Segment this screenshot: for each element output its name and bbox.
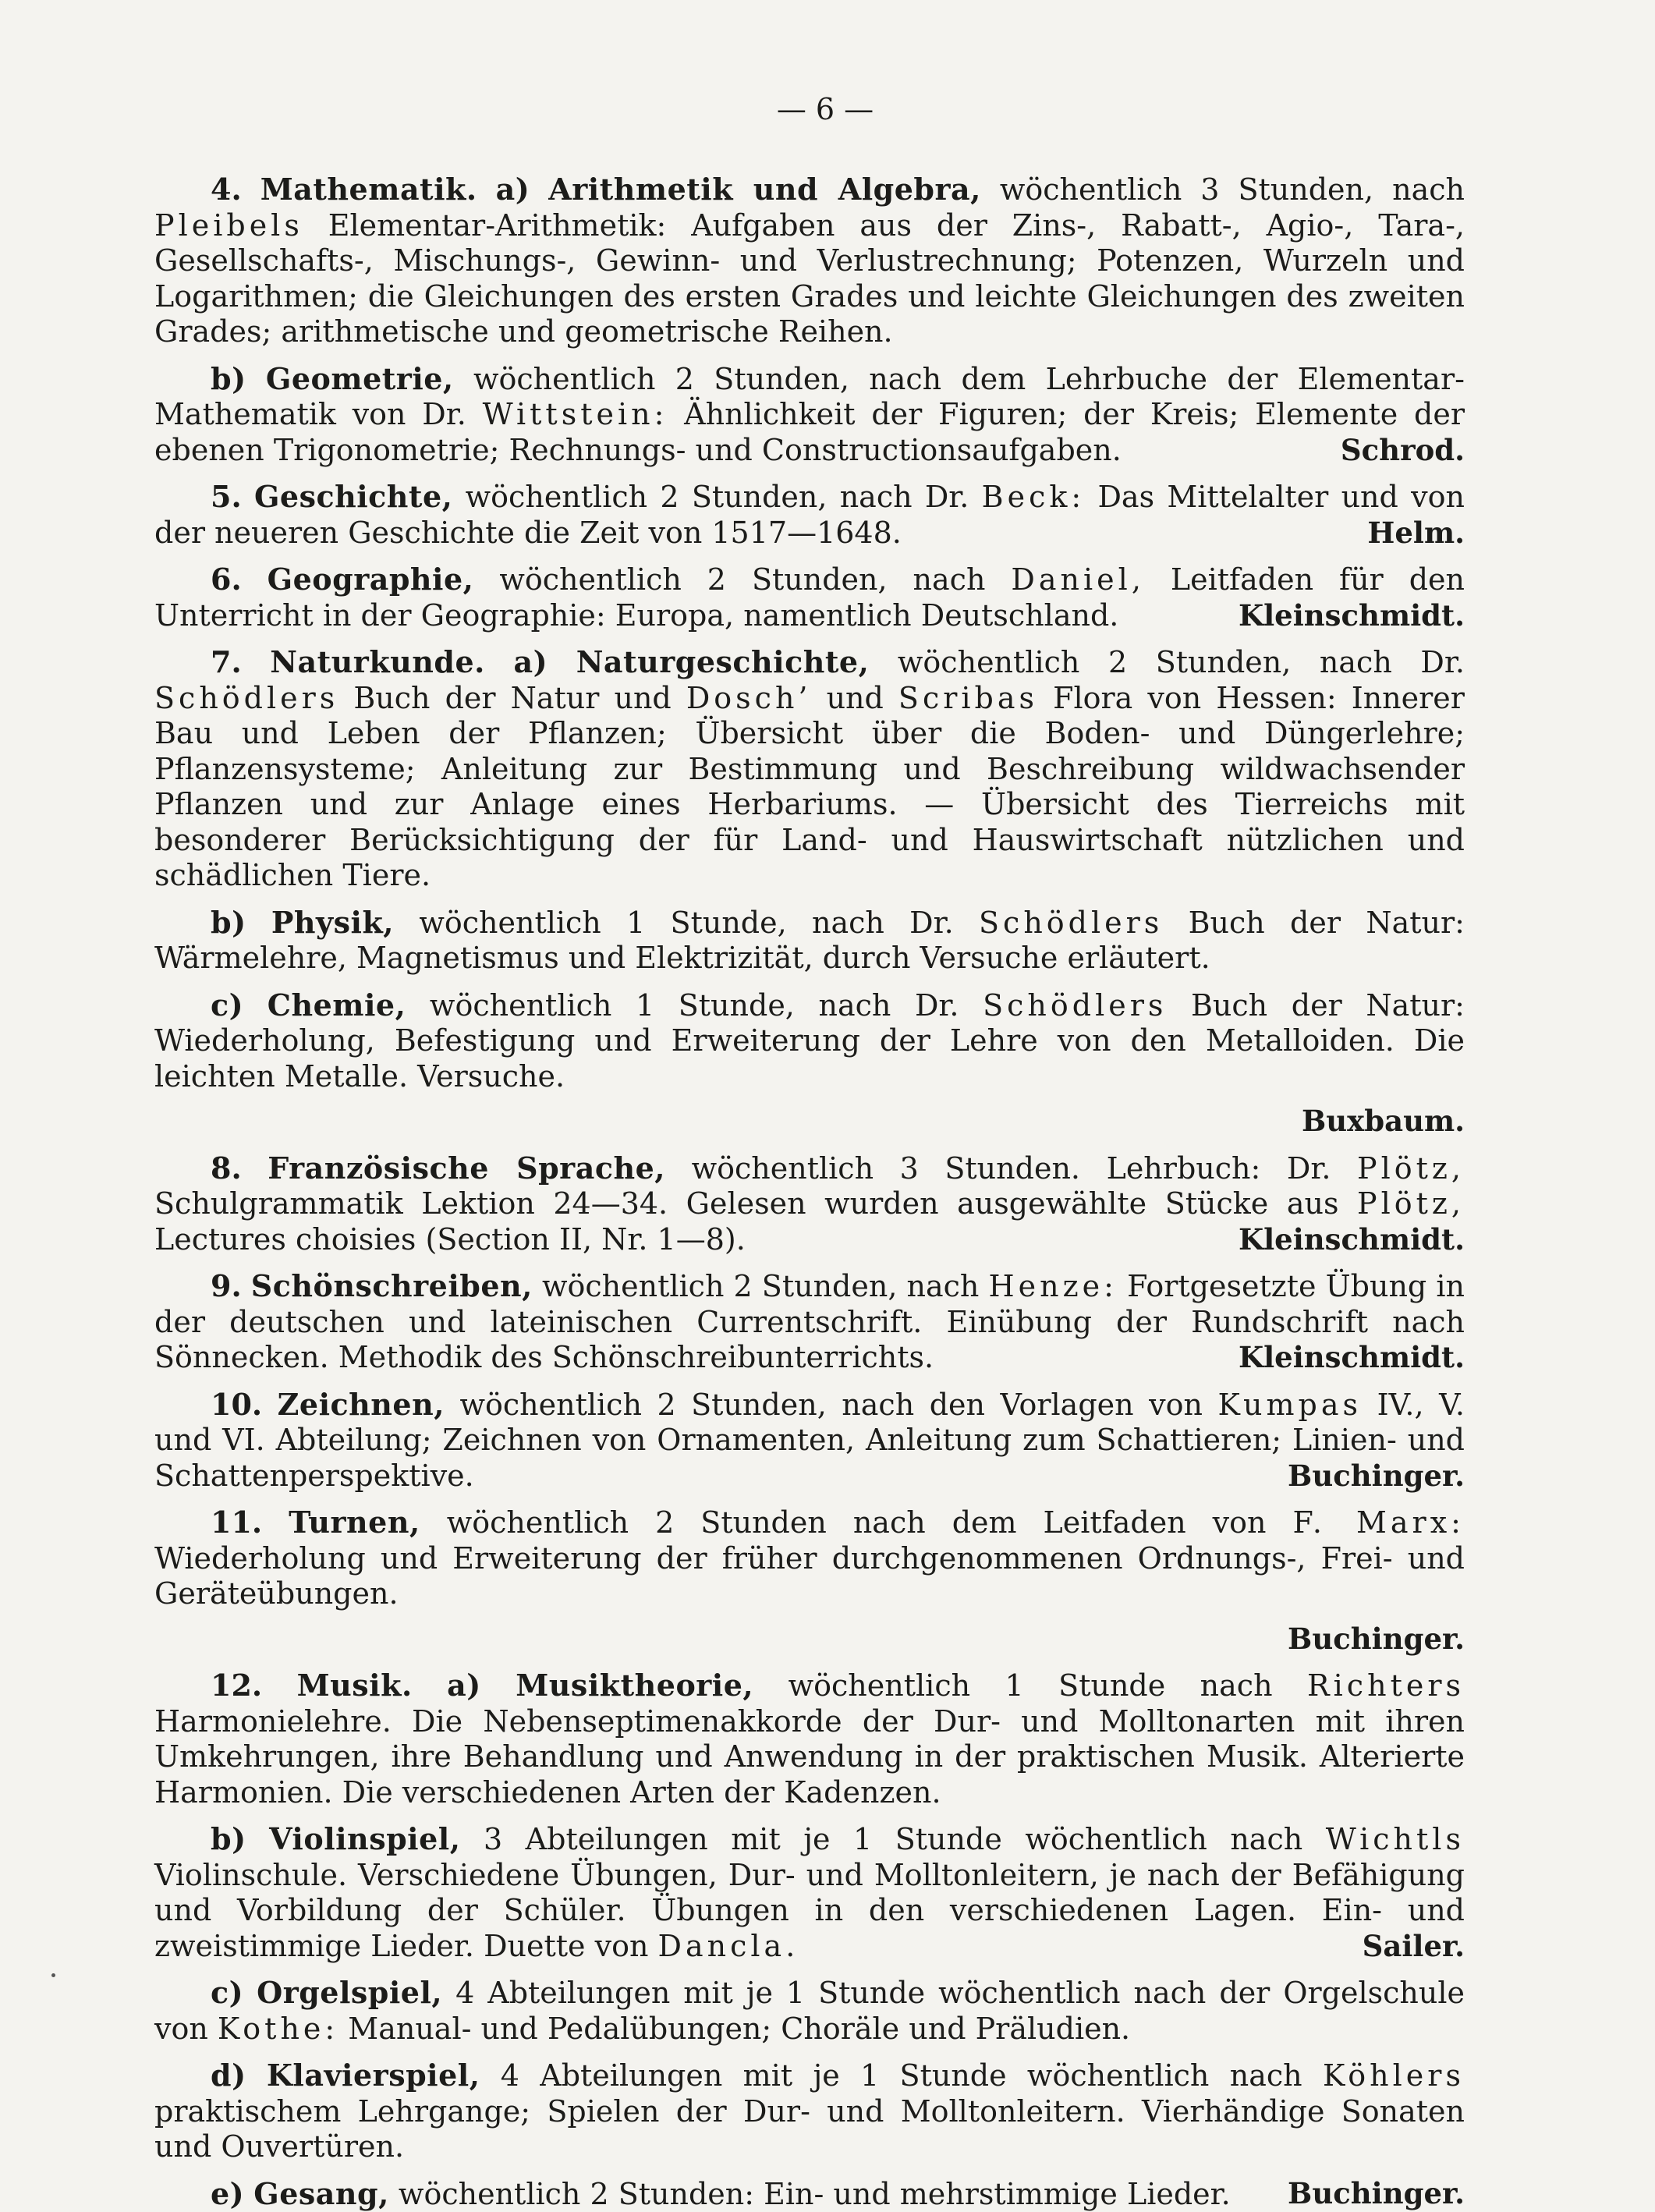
- body-text: Leitfaden für den Unterricht in der Geographie: Europa, namentlich Deutschland.: [154, 562, 1465, 633]
- body-text: Buch der Natur: Wiederholung, Befestigung und Erweiterung der Lehre von den Metalloiden. Die leichten Metalle. Versuche.: [154, 988, 1465, 1094]
- author-name: Kothe:: [218, 2012, 338, 2046]
- author-name: Kumpas: [1218, 1388, 1363, 1422]
- teacher-signature: Kleinschmidt.: [1182, 1222, 1465, 1258]
- body-text: wöchentlich 2 Stunden, nach dem Lehrbuche der Elementar-Mathematik von Dr.: [154, 362, 1465, 432]
- section-geschichte: [154, 479, 1465, 551]
- section-naturkunde-chemie: [154, 987, 1465, 1095]
- author-name: Köhlers: [1323, 2058, 1465, 2093]
- teacher-signature: Helm.: [1311, 516, 1465, 551]
- section-schoenschreiben: [154, 1268, 1465, 1376]
- body-text: wöchentlich 2 Stunden nach dem Leitfaden von: [447, 1505, 1267, 1540]
- section-title: Naturkunde.: [270, 644, 485, 679]
- subsection-title: Naturgeschichte,: [576, 644, 870, 679]
- body-text: wöchentlich 2 Stunden, nach Dr.: [898, 645, 1465, 679]
- body-text: Wiederholung und Erweiterung der früher durchgenommenen Ordnungs-, Frei- und Geräteübungen.: [154, 1541, 1465, 1611]
- section-mathematik-geometrie: [154, 361, 1465, 469]
- teacher-signature: Kleinschmidt.: [1182, 598, 1465, 634]
- section-musik-violinspiel: [154, 1821, 1465, 1964]
- section-title: Musik.: [297, 1668, 413, 1703]
- body-text: Buch der Natur und: [353, 681, 671, 715]
- section-number: 11.: [211, 1505, 262, 1540]
- author-name: Henze:: [989, 1269, 1118, 1303]
- author-name: Daniel,: [1011, 562, 1144, 597]
- section-title: Geschichte,: [254, 479, 452, 514]
- author-name: Pleibels: [154, 208, 303, 243]
- subsection-label: a): [447, 1668, 481, 1703]
- section-musik-musiktheorie: [154, 1668, 1465, 1810]
- section-musik-gesang: [154, 2176, 1465, 2212]
- section-musik-orgelspiel: [154, 1975, 1465, 2047]
- section-title: Turnen,: [289, 1505, 420, 1540]
- section-number: 4.: [211, 172, 242, 207]
- teacher-signature: Kleinschmidt.: [1182, 1340, 1465, 1376]
- section-number: 12.: [211, 1668, 262, 1703]
- author-name: Plötz,: [1357, 1151, 1465, 1186]
- subsection-title: Physik,: [271, 905, 394, 940]
- body-text: 4 Abteilungen mit je 1 Stunde wöchentlich nach: [501, 2058, 1302, 2093]
- author-name: Plötz,: [1357, 1186, 1465, 1221]
- body-text: wöchentlich 1 Stunde nach: [789, 1668, 1273, 1703]
- author-name: Dancla.: [658, 1929, 799, 1963]
- subsection-title: Klavierspiel,: [267, 2058, 480, 2093]
- author-name: Schödlers: [154, 681, 338, 715]
- section-number: 9.: [211, 1268, 242, 1303]
- subsection-label: b): [211, 905, 246, 940]
- author-name: Dosch’: [686, 681, 812, 715]
- author-name: Scribas: [898, 681, 1038, 715]
- section-mathematik-arithmetik: [154, 172, 1465, 350]
- body-text: Violinschule. Verschiedene Übungen, Dur- und Molltonleitern, je nach der Befähigung und Vorbildung der Schüler. Übungen in den verschiedenen Lagen. Ein- und zweistimmige Lieder. Duette von: [154, 1858, 1465, 1963]
- subsection-title: Geometrie,: [266, 361, 454, 396]
- author-name: Beck:: [982, 480, 1086, 514]
- section-title: Mathematik.: [260, 172, 477, 207]
- author-name: Schödlers: [983, 988, 1167, 1023]
- body-text: Ähnlichkeit der Figuren; der Kreis; Elemente der ebenen Trigonometrie; Rechnungs- und Constructionsaufgaben.: [154, 397, 1465, 467]
- teacher-signature: Buchinger.: [1232, 2176, 1465, 2212]
- subsection-label: b): [211, 1821, 246, 1856]
- teacher-signature: Schrod.: [1285, 433, 1465, 469]
- ink-speck: [51, 1973, 55, 1977]
- section-turnen: [154, 1505, 1465, 1612]
- section-number: 10.: [211, 1387, 262, 1422]
- subsection-title: Violinspiel,: [269, 1821, 460, 1856]
- subsection-label: b): [211, 361, 246, 396]
- teacher-signature: Sailer.: [1306, 1929, 1465, 1965]
- subsection-title: Musiktheorie,: [516, 1668, 753, 1703]
- body-text: Harmonielehre. Die Nebenseptimenakkorde der Dur- und Molltonarten mit ihren Umkehrungen, ihre Behandlung und Anwendung in der praktischen Musik. Alterierte Harmonien. Die verschiedenen Arten der Kadenzen.: [154, 1704, 1465, 1810]
- section-naturkunde-physik: [154, 905, 1465, 977]
- section-number: 5.: [211, 479, 242, 514]
- body-text: IV., V. und VI. Abteilung; Zeichnen von Ornamenten, Anleitung zum Schattieren; Linien- und Schattenperspektive.: [154, 1388, 1465, 1493]
- section-franzoesisch: [154, 1150, 1465, 1258]
- body-text: Lectures choisies (Section II, Nr. 1—8).: [154, 1222, 746, 1257]
- body-text: und: [827, 681, 884, 715]
- body-text: wöchentlich 3 Stunden, nach: [1000, 172, 1465, 207]
- body-text: 3 Abteilungen mit je 1 Stunde wöchentlich nach: [484, 1822, 1302, 1856]
- teacher-signature: Buchinger.: [154, 1622, 1465, 1657]
- subsection-title: Arithmetik und Algebra,: [548, 172, 981, 207]
- subsection-title: Orgelspiel,: [257, 1975, 442, 2010]
- section-title: Zeichnen,: [278, 1387, 445, 1422]
- subsection-label: c): [211, 1975, 243, 2010]
- body-text: wöchentlich 2 Stunden, nach: [542, 1269, 979, 1303]
- teacher-signature: Buxbaum.: [154, 1104, 1465, 1140]
- body-text: wöchentlich 2 Stunden, nach: [499, 562, 985, 597]
- section-number: 7.: [211, 644, 242, 679]
- author-name: F. Marx:: [1292, 1505, 1464, 1540]
- author-name: Wittstein:: [483, 397, 668, 431]
- subsection-label: a): [513, 644, 548, 679]
- body-text: Flora von Hessen: Innerer Bau und Leben der Pflanzen; Übersicht über die Boden- und Düngerlehre; Pflanzensysteme; Anleitung zur Bestimmung und Beschreibung wildwachsender Pflanzen und zur Anlage eines Herbariums. — Übersicht des Tierreichs mit besonderer Berücksichtigung der für Land- und Hauswirtschaft nützlichen und schädlichen Tiere.: [154, 681, 1465, 893]
- body-text: praktischem Lehrgange; Spielen der Dur- und Molltonleitern. Vierhändige Sonaten und Ouvertüren.: [154, 2094, 1465, 2164]
- body-text: wöchentlich 2 Stunden, nach den Vorlagen von: [459, 1388, 1203, 1422]
- section-number: 8.: [211, 1150, 242, 1186]
- teacher-signature: Buchinger.: [1232, 1459, 1465, 1494]
- subsection-label: e): [211, 2176, 244, 2211]
- section-geographie: [154, 562, 1465, 633]
- section-title: Französische Sprache,: [268, 1150, 665, 1186]
- subsection-label: d): [211, 2058, 246, 2093]
- body-text: Das Mittelalter und von der neueren Geschichte die Zeit von 1517—1648.: [154, 480, 1465, 550]
- body-text: Elementar-Arithmetik: Aufgaben aus der Zins-, Rabatt-, Agio-, Tara-, Gesellschafts-, Mischungs-, Gewinn- und Verlustrechnung; Potenzen, Wurzeln und Logarithmen; die Gleichungen des ersten Grades und leichte Gleichungen des zweiten Grades; arithmetische und geometrische Reihen.: [154, 208, 1465, 349]
- subsection-title: Gesang,: [253, 2176, 389, 2211]
- subsection-label: a): [496, 172, 530, 207]
- author-name: Richters: [1307, 1668, 1465, 1703]
- author-name: Wichtls: [1326, 1822, 1465, 1856]
- body-text: Buch der Natur: Wärmelehre, Magnetismus und Elektrizität, durch Versuche erläutert.: [154, 906, 1465, 976]
- section-title: Schönschreiben,: [251, 1268, 533, 1303]
- body-text: Manual- und Pedalübungen; Choräle und Präludien.: [348, 2012, 1130, 2046]
- page-number: — 6 —: [154, 92, 1465, 126]
- body-text: wöchentlich 1 Stunde, nach Dr.: [419, 906, 953, 940]
- body-text: wöchentlich 1 Stunde, nach Dr.: [430, 988, 959, 1023]
- body-text: wöchentlich 3 Stunden. Lehrbuch: Dr.: [692, 1151, 1331, 1186]
- section-title: Geographie,: [268, 562, 474, 597]
- section-zeichnen: [154, 1387, 1465, 1494]
- author-name: Schödlers: [979, 906, 1163, 940]
- section-naturkunde-naturgeschichte: [154, 644, 1465, 894]
- body-text: wöchentlich 2 Stunden, nach Dr.: [466, 480, 969, 514]
- subsection-label: c): [211, 987, 243, 1023]
- body-text: Schulgrammatik Lektion 24—34. Gelesen wurden ausgewählte Stücke aus: [154, 1186, 1338, 1221]
- body-text: wöchentlich 2 Stunden: Ein- und mehrstimmige Lieder.: [399, 2177, 1231, 2211]
- body-text: 4 Abteilungen mit je 1 Stunde wöchentlich nach der Orgelschule von: [154, 1976, 1465, 2046]
- subsection-title: Chemie,: [268, 987, 406, 1023]
- section-musik-klavierspiel: [154, 2058, 1465, 2165]
- body-text: Fortgesetzte Übung in der deutschen und lateinischen Currentschrift. Einübung der Rundschrift nach Sönnecken. Methodik des Schönschreibunterrichts.: [154, 1269, 1465, 1374]
- section-number: 6.: [211, 562, 242, 597]
